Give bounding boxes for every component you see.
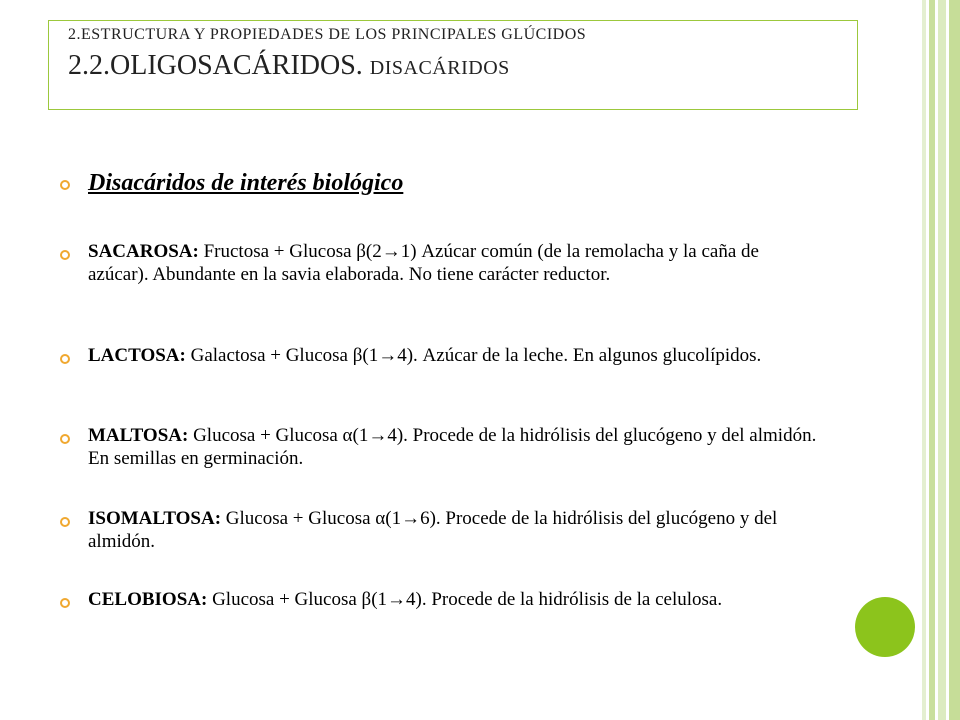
item-text: Galactosa + Glucosa β(1→4). Azúcar de la leche. En algunos glucolípidos. [190, 345, 762, 366]
item-text: Glucosa + Glucosa β(1→4). Procede de la hidrólisis de la celulosa. [212, 589, 723, 610]
list-item [88, 344, 823, 367]
item-text: Fructosa + Glucosa β(2→1) Azúcar común (de la remolacha y la caña de azúcar). Abundante en la savia elaborada. No tiene carácter reductor. [88, 241, 759, 285]
item-term: CELOBIOSA: [88, 589, 208, 610]
decorative-stripes [922, 0, 960, 720]
bullet-icon [60, 180, 70, 190]
item-term: ISOMALTOSA: [88, 508, 222, 529]
bullet-icon [60, 354, 70, 364]
bullet-icon [60, 517, 70, 527]
bullet-icon [60, 598, 70, 608]
list-item [88, 424, 823, 470]
list-item [88, 240, 823, 286]
item-text: Glucosa + Glucosa α(1→6). Procede de la hidrólisis del glucógeno y del almidón. [88, 508, 778, 552]
slide-title [68, 50, 510, 82]
slide-title-sub: DISACÁRIDOS [369, 57, 510, 79]
bullet-icon [60, 434, 70, 444]
item-text: Glucosa + Glucosa α(1→4). Procede de la hidrólisis del glucógeno y del almidón. En semillas en germinación. [88, 425, 817, 469]
slide-supertitle: 2.ESTRUCTURA Y PROPIEDADES DE LOS PRINCIPALES GLÚCIDOS [68, 26, 587, 43]
decorative-circle [855, 597, 915, 657]
list-item [88, 588, 823, 611]
list-item [88, 507, 823, 553]
item-term: LACTOSA: [88, 345, 186, 366]
item-term: MALTOSA: [88, 425, 189, 446]
bullet-icon [60, 250, 70, 260]
section-heading: Disacáridos de interés biológico [88, 170, 404, 196]
item-term: SACAROSA: [88, 241, 199, 262]
slide-title-main: 2.2.OLIGOSACÁRIDOS. [68, 50, 363, 81]
